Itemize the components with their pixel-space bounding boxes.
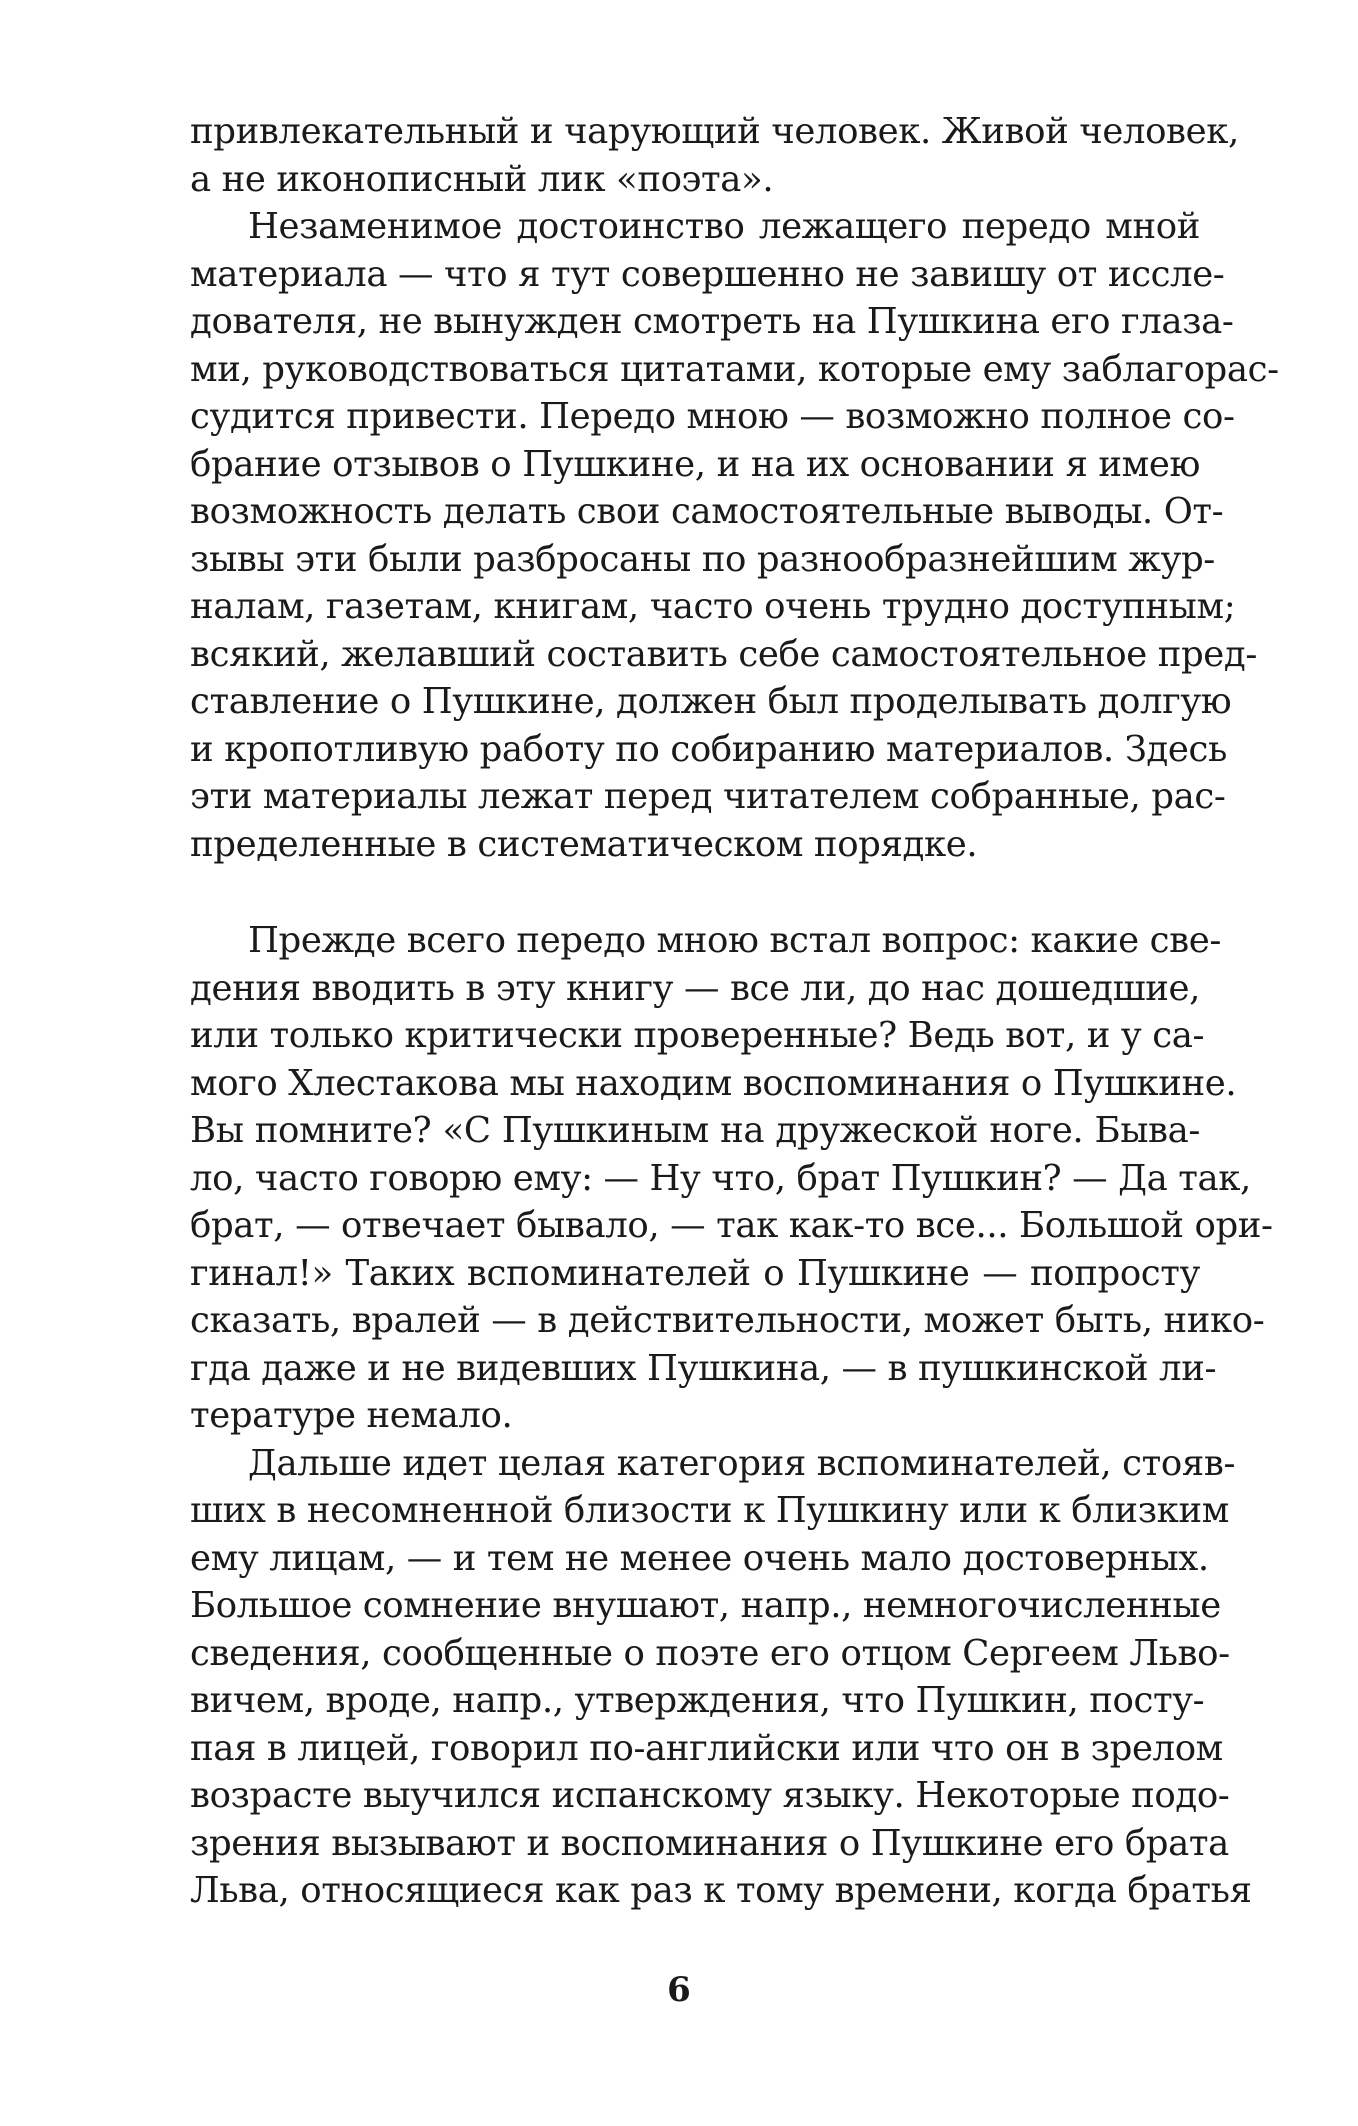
text-line: ло, часто говорю ему: — Ну что, брат Пушкин? — Да так, — [190, 1157, 1251, 1199]
text-line: ставление о Пушкине, должен был проделывать долгую — [190, 681, 1232, 722]
text-line: материала — что я тут совершенно не завишу от иссле- — [190, 253, 1225, 295]
text-line: Прежде всего передо мною встал вопрос: какие све- — [248, 920, 1221, 961]
text-line: брание отзывов о Пушкине, и на их основании я имею — [190, 443, 1200, 485]
text-line: всякий, желавший составить себе самостоятельное пред- — [190, 633, 1257, 675]
text-line: гда даже и не видевших Пушкина, — в пушкинской ли- — [190, 1347, 1217, 1389]
text-line: сказать, вралей — в действительности, может быть, нико- — [190, 1300, 1265, 1341]
text-line: Незаменимое достоинство лежащего передо мной — [248, 206, 1200, 247]
text-line: пределенные в систематическом порядке. — [190, 823, 978, 865]
text-line: Большое сомнение внушают, напр., немногочисленные — [190, 1585, 1221, 1626]
text-line: вичем, вроде, напр., утверждения, что Пушкин, посту- — [190, 1680, 1205, 1721]
text-line: возможность делать свои самостоятельные выводы. От- — [190, 491, 1224, 532]
text-line: дователя, не вынужден смотреть на Пушкина его глаза- — [190, 301, 1234, 342]
text-line: дения вводить в эту книгу — все ли, до нас дошедшие, — [190, 967, 1200, 1009]
section-gap — [190, 868, 1200, 917]
page-number: 6 — [667, 1970, 691, 2010]
text-line: пая в лицей, говорил по-английски или что он в зрелом — [190, 1727, 1223, 1769]
text-line: судится привести. Передо мною — возможно полное со- — [190, 396, 1235, 437]
text-line: Вы помните? «С Пушкиным на дружеской ноге. Быва- — [190, 1110, 1200, 1151]
text-line: Льва, относящиеся как раз к тому времени, когда братья — [190, 1870, 1252, 1911]
text-line: возрасте выучился испанскому языку. Некоторые подо- — [190, 1775, 1230, 1816]
text-line: гинал!» Таких вспоминателей о Пушкине — попросту — [190, 1252, 1200, 1294]
paragraph — [190, 1440, 1252, 1915]
text-line: ему лицам, — и тем не менее очень мало достоверных. — [190, 1537, 1209, 1579]
text-line: брат, — отвечает бывало, — так как-то все... Большой ори- — [190, 1205, 1273, 1246]
text-line: и кропотливую работу по собиранию материалов. Здесь — [190, 728, 1227, 770]
text-line: зрения вызывают и воспоминания о Пушкине его брата — [190, 1822, 1229, 1864]
text-line: тературе немало. — [190, 1395, 513, 1436]
paragraph — [190, 108, 1239, 203]
text-line: мого Хлестакова мы находим воспоминания о Пушкине. — [190, 1062, 1237, 1104]
text-line: эти материалы лежат перед читателем собранные, рас- — [190, 776, 1226, 817]
text-line: Дальше идет целая категория вспоминателей, стояв- — [248, 1442, 1236, 1484]
text-line: налам, газетам, книгам, часто очень трудно доступным; — [190, 586, 1236, 627]
text-line: сведения, сообщенные о поэте его отцом Сергеем Льво- — [190, 1632, 1230, 1674]
paragraph — [190, 203, 1279, 868]
text-line: ми, руководствоваться цитатами, которые ему заблагорас- — [190, 348, 1279, 390]
text-line: привлекательный и чарующий человек. Живой человек, — [190, 111, 1239, 152]
text-line: ших в несомненной близости к Пушкину или к близким — [190, 1490, 1229, 1531]
paragraph — [190, 917, 1273, 1440]
text-line: зывы эти были разбросаны по разнообразнейшим жур- — [190, 538, 1215, 580]
page-body — [190, 108, 1279, 1915]
text-line: или только критически проверенные? Ведь вот, и у са- — [190, 1015, 1205, 1056]
text-line: а не иконописный лик «поэта». — [190, 158, 774, 200]
